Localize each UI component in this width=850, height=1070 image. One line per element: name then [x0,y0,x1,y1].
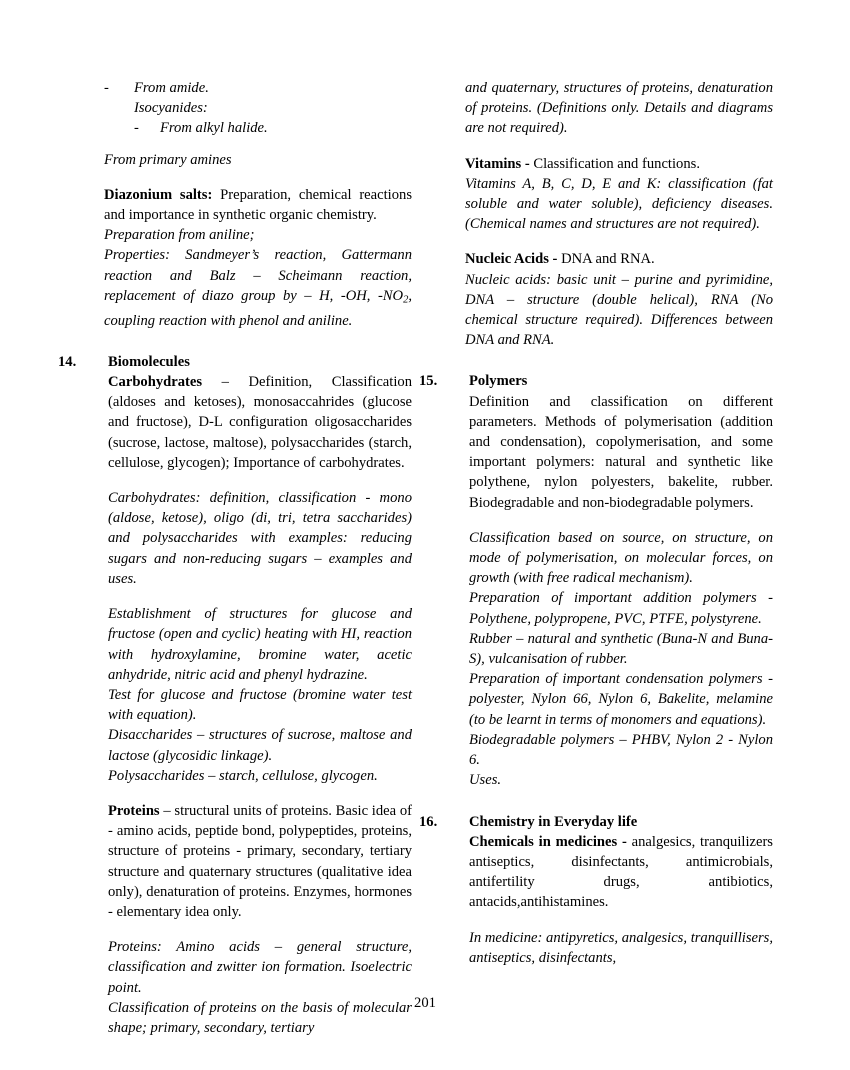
section-16-title: Chemistry in Everyday life [469,813,638,830]
carbohydrates-italic-paragraph: Carbohydrates: definition, classification - mono (aldose, ketose), oligo (di, tri, tetra saccharides) and polysaccharides with examples: reducing sugars and non-reducing sugars – examples and uses. [108,490,412,587]
glucose-fructose-structures-paragraph: Establishment of structures for glucose and fructose (open and cyclic) heating with HI, reaction with hydroxylamine, bromine water, acetic anhydride, nitric acid and phenyl hydrazine. [108,606,412,683]
dash-marker: - [104,80,109,96]
list-item-label: From amide. [134,80,209,96]
section-16-body [465,832,773,968]
proteins-label: Proteins [108,802,160,819]
list-item [104,78,412,98]
rubber-paragraph: Rubber – natural and synthetic (Buna-N and Buna-S), vulcanisation of rubber. [469,630,773,668]
proteins-continuation-paragraph: and quaternary, structures of proteins, denaturation of proteins. (Definitions only. Details and diagrams are not required). [465,80,773,137]
nucleic-acids-body: DNA and RNA. [557,251,655,268]
proteins-classification-paragraph: Classification of proteins on the basis of molecular shape; primary, secondary, tertiary [108,999,412,1036]
proteins-amino-acids-paragraph: Proteins: Amino acids – general structure, classification and zwitter ion formation. Isoelectric point. [108,939,412,996]
nucleic-acids-italic-paragraph: Nucleic acids: basic unit – purine and pyrimidine, DNA – structure (double helical), RNA (No chemical structure required). Differences between DNA and RNA. [465,271,773,349]
diazonium-properties-text-b: , coupling reaction with phenol and aniline. [104,287,412,329]
page-number: 201 [414,995,436,1011]
section-16 [419,812,773,968]
nucleic-acids-label: Nucleic Acids - [465,251,558,268]
carbohydrates-label: Carbohydrates [108,374,203,391]
left-column [58,78,412,1038]
vitamins-paragraph [465,154,773,174]
section-15 [419,371,773,790]
diazonium-salts-label: Diazonium salts: [104,186,213,203]
disaccharides-paragraph: Disaccharides – structures of sucrose, maltose and lactose (glycosidic linkage). [108,727,412,764]
polymers-classification-paragraph: Classification based on source, on structure, on mode of polymerisation, on molecular forces, on growth (with free radical mechanism). [469,529,773,587]
right-column [419,78,773,968]
carbohydrates-paragraph [108,372,412,473]
condensation-polymers-paragraph: Preparation of important condensation polymers - polyester, Nylon 66, Nylon 6, Bakelite, melamine (to be learnt in terms of monomers and equations). [469,671,773,728]
section-14-number: 14. [58,353,77,370]
polymers-definition-paragraph: Definition and classification on different parameters. Methods of polymerisation (addition and condensation), copolymerisation, and some important polymers: natural and synthetic like polythene, nylon polyesters, bakelite, rubber. Biodegradable and non-biodegradable polymers. [469,393,773,511]
chemicals-in-medicines-body: analgesics, tranquilizers antiseptics, disinfectants, antimicrobials, antifertility drugs, antibiotics, antacids,antihistamines. [469,833,773,911]
proteins-body: – structural units of proteins. Basic idea of - amino acids, peptide bond, polypeptides, proteins, structure of proteins - primary, secondary, tertiary structure and quaternary structures (qualitative idea only), denaturation of proteins. Enzymes, hormones - elementary idea only. [108,802,412,920]
section-15-number: 15. [419,373,438,390]
section-15-title: Polymers [469,373,528,390]
chemicals-in-medicines-label: Chemicals in medicines - [469,833,627,850]
vitamins-body: Classification and functions. [529,155,700,172]
list-item [104,118,412,138]
diazonium-properties-paragraph [104,245,412,330]
list-item-label: Isocyanides: [134,100,208,117]
biodegradable-polymers-paragraph: Biodegradable polymers – PHBV, Nylon 2 - Nylon 6. [469,731,773,769]
section-14 [58,352,412,1038]
dash-marker: - [134,120,139,137]
from-primary-amines-line: From primary amines [104,151,232,168]
diazonium-salts-body: Preparation, chemical reactions and importance in synthetic organic chemistry. [104,186,412,224]
vitamins-italic-paragraph: Vitamins A, B, C, D, E and K: classification (fat soluble and water soluble), deficiency diseases. (Chemical names and structures are not required). [465,175,773,233]
section-14-body [104,372,412,1038]
diazonium-properties-text-a: Properties: Sandmeyer’s reaction, Gattermann reaction and Balz – Scheimann reaction, replacement of diazo group by – H, -OH, -NO [104,247,412,304]
carbohydrates-body: – Definition, Classification (aldoses and ketoses), monosaccahrides (glucose and fructose), D-L configuration oligosaccharides (sucrose, lactose, maltose), polysaccharides (starch, cellulose, glycogen); Importance of carbohydrates. [108,374,412,471]
proteins-paragraph [108,801,412,922]
section-16-number: 16. [419,813,438,830]
list-item [104,98,412,118]
section-15-body [465,392,773,791]
section-14-title: Biomolecules [108,353,190,370]
polymers-uses-line: Uses. [469,772,502,789]
polysaccharides-paragraph: Polysaccharides – starch, cellulose, glycogen. [108,767,378,784]
list-item-label: From alkyl halide. [160,120,268,137]
glucose-fructose-test-paragraph: Test for glucose and fructose (bromine water test with equation). [108,686,412,724]
in-medicine-italic-paragraph: In medicine: antipyretics, analgesics, tranquillisers, antiseptics, disinfectants, [469,929,773,966]
nitro-subscript: 2 [403,294,409,306]
chemicals-in-medicines-paragraph [469,832,773,913]
addition-polymers-paragraph: Preparation of important addition polymers - Polythene, polypropene, PVC, PTFE, polystyrene. [469,590,773,627]
vitamins-label: Vitamins - [465,155,530,172]
nucleic-acids-paragraph [465,249,773,269]
diazonium-salts-paragraph [104,185,412,225]
diazonium-preparation-line: Preparation from aniline; [104,227,255,244]
